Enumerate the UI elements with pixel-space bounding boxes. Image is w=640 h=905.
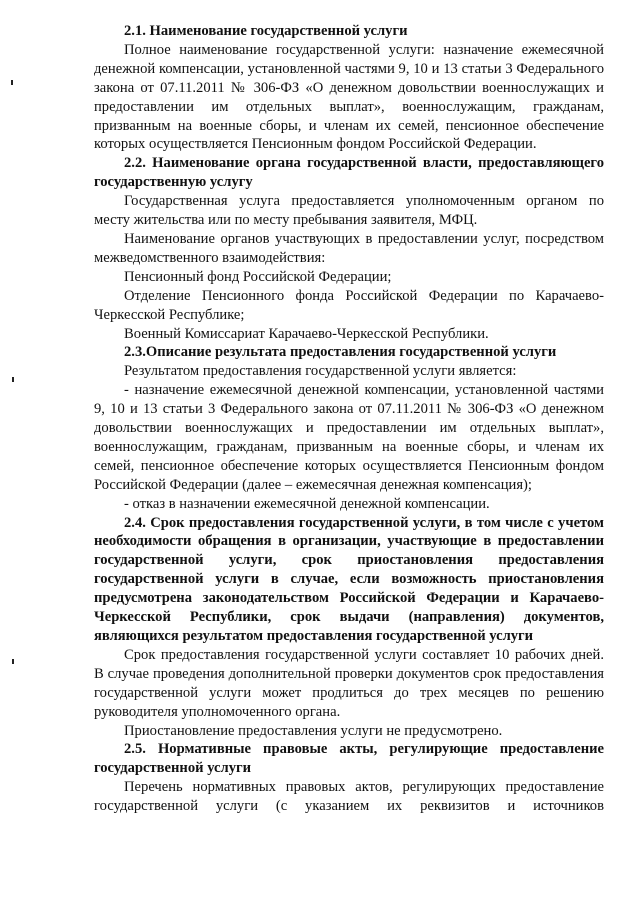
- paragraph: Перечень нормативных правовых актов, регулирующих предоставление государственной услуги (с указанием их реквизитов и источников: [94, 779, 604, 815]
- paragraph: Военный Комиссариат Карачаево-Черкесской Республики.: [124, 325, 489, 342]
- paragraph: Приостановление предоставления услуги не предусмотрено.: [124, 722, 503, 739]
- paragraph: Наименование органов участвующих в предоставлении услуг, посредством межведомственного взаимодействия:: [94, 230, 604, 266]
- paragraph: Полное наименование государственной услуги: назначение ежемесячной денежной компенсации, установленной частями 9, 10 и 13 статьи 3 Федерального закона от 07.11.2011 № 306-ФЗ «О денежном довольствии военнослужащих и предоставлении им отдельных выплат», военнослужащим, гражданам, призванным на военные сборы, и членам их семей, пенсионное обеспечение которых осуществляется Пенсионным фондом Российской Федерации.: [94, 41, 604, 153]
- paragraph: Срок предоставления государственной услуги составляет 10 рабочих дней. В случае проведения дополнительной проверки документов срок предоставления государственной услуги может продлиться до трех месяцев по решению руководителя уполномоченного органа.: [94, 646, 604, 720]
- paragraph: Отделение Пенсионного фонда Российской Федерации по Карачаево-Черкесской Республике;: [94, 287, 604, 323]
- section-heading-2-2: 2.2. Наименование органа государственной власти, предоставляющего государственную услугу: [94, 155, 604, 191]
- paragraph: Пенсионный фонд Российской Федерации;: [124, 268, 392, 285]
- margin-mark: [12, 659, 14, 664]
- paragraph: Результатом предоставления государственной услуги является:: [124, 363, 517, 380]
- section-heading-2-4: 2.4. Срок предоставления государственной услуги, в том числе с учетом необходимости обращения в организации, участвующие в предоставлении государственной услуги, срок приостановления предоставления государственной услуги в случае, если возможность приостановления предусмотрена законодательством Российской Федерации и Карачаево-Черкесской Республики, срок выдачи (направления) документов, являющихся результатом предоставления государственной услуги: [94, 514, 604, 644]
- section-heading-2-3: 2.3.Описание результата предоставления государственной услуги: [124, 344, 557, 361]
- section-heading-2-5: 2.5. Нормативные правовые акты, регулирующие предоставление государственной услуги: [94, 741, 604, 777]
- margin-mark: [11, 80, 13, 85]
- paragraph: - назначение ежемесячной денежной компенсации, установленной частями 9, 10 и 13 статьи 3 Федерального закона от 07.11.2011 № 306-ФЗ «О денежном довольствии военнослужащих и предоставлении им отдельных выплат», военнослужащим, гражданам, призванным на военные сборы, и членам их семей, пенсионное обеспечение которых осуществляется Пенсионным фондом Российской Федерации (далее – ежемесячная денежная компенсация);: [94, 382, 604, 493]
- paragraph: - отказ в назначении ежемесячной денежной компенсации.: [124, 495, 490, 512]
- document-page: [94, 22, 604, 816]
- paragraph: Государственная услуга предоставляется уполномоченным органом по месту жительства или по месту пребывания заявителя, МФЦ.: [94, 193, 604, 229]
- margin-mark: [12, 377, 14, 382]
- section-heading-2-1: 2.1. Наименование государственной услуги: [124, 23, 408, 39]
